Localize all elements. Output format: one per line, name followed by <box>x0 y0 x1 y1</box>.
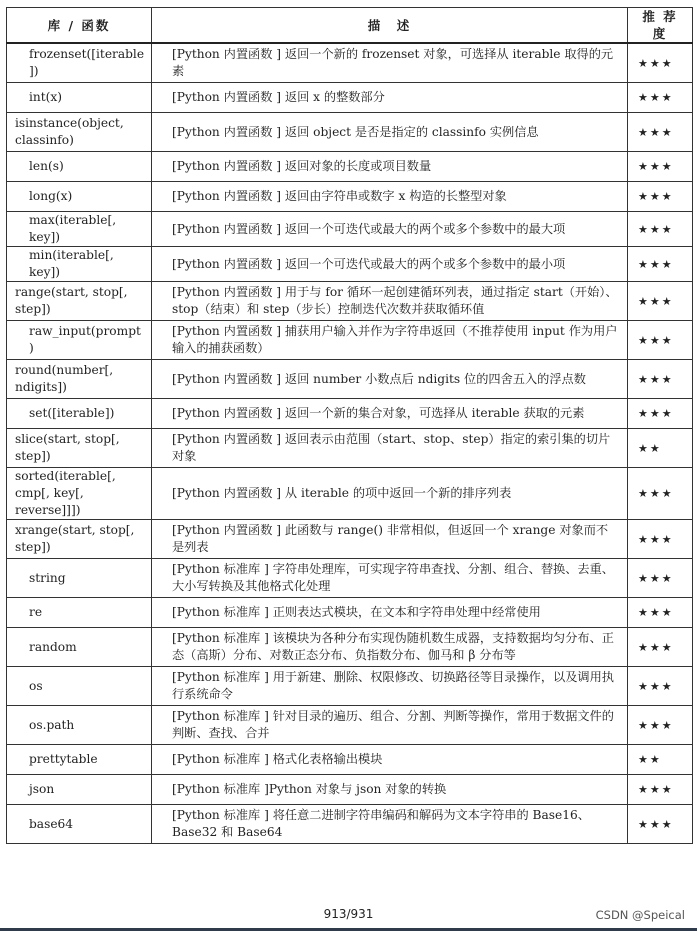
function-description: [Python 标准库 ] 正则表达式模块，在文本和字符串处理中经常使用 <box>152 598 628 628</box>
rating-stars: ★★ <box>628 745 693 775</box>
function-name: round(number[, ndigits]) <box>7 360 152 399</box>
function-name: prettytable <box>7 745 152 775</box>
function-description: [Python 内置函数 ] 返回 number 小数点后 ndigits 位的四舍五入的浮点数 <box>152 360 628 399</box>
function-description: [Python 标准库 ] 该模块为各种分布实现伪随机数生成器，支持数据均匀分布、正态（高斯）分布、对数正态分布、负指数分布、伽马和 β 分布等 <box>152 628 628 667</box>
function-name: range(start, stop[, step]) <box>7 282 152 321</box>
rating-stars: ★★★ <box>628 83 693 113</box>
function-description: [Python 内置函数 ] 返回 object 是否是指定的 classinfo 实例信息 <box>152 113 628 152</box>
table-row <box>7 360 693 399</box>
rating-stars: ★★★ <box>628 775 693 805</box>
rating-stars: ★★★ <box>628 321 693 360</box>
function-description: [Python 内置函数 ] 捕获用户输入并作为字符串返回（不推荐使用 input 作为用户输入的捕获函数） <box>152 321 628 360</box>
table-row <box>7 706 693 745</box>
rating-stars: ★★★ <box>628 43 693 83</box>
function-description: [Python 标准库 ] 针对目录的遍历、组合、分割、判断等操作，常用于数据文件的判断、查找、合并 <box>152 706 628 745</box>
rating-stars: ★★★ <box>628 559 693 598</box>
table-row <box>7 520 693 559</box>
table-row <box>7 628 693 667</box>
rating-stars: ★★★ <box>628 152 693 182</box>
table-row <box>7 667 693 706</box>
table-row <box>7 775 693 805</box>
function-name: slice(start, stop[, step]) <box>7 429 152 468</box>
table-row <box>7 399 693 429</box>
function-description: [Python 标准库 ] 格式化表格输出模块 <box>152 745 628 775</box>
page-number: 913/931 <box>323 907 374 921</box>
rating-stars: ★★★ <box>628 468 693 520</box>
function-description: [Python 标准库 ] 将任意二进制字符串编码和解码为文本字符串的 Base16、Base32 和 Base64 <box>152 805 628 844</box>
table-row <box>7 83 693 113</box>
function-name: random <box>7 628 152 667</box>
function-name: sorted(iterable[, cmp[, key[, reverse]]]) <box>7 468 152 520</box>
function-description: [Python 内置函数 ] 返回对象的长度或项目数量 <box>152 152 628 182</box>
table-row <box>7 805 693 844</box>
function-name: raw_input(prompt) <box>7 321 152 360</box>
table-row <box>7 43 693 83</box>
function-name: long(x) <box>7 182 152 212</box>
table-row <box>7 429 693 468</box>
table-row <box>7 321 693 360</box>
function-description: [Python 内置函数 ] 从 iterable 的项中返回一个新的排序列表 <box>152 468 628 520</box>
rating-stars: ★★★ <box>628 399 693 429</box>
function-name: set([iterable]) <box>7 399 152 429</box>
table-row <box>7 282 693 321</box>
rating-stars: ★★★ <box>628 667 693 706</box>
function-name: int(x) <box>7 83 152 113</box>
table-row <box>7 182 693 212</box>
rating-stars: ★★★ <box>628 282 693 321</box>
rating-stars: ★★★ <box>628 598 693 628</box>
header-rating: 推 荐 度 <box>628 8 693 44</box>
table-row <box>7 745 693 775</box>
rating-stars: ★★★ <box>628 113 693 152</box>
function-name: string <box>7 559 152 598</box>
rating-stars: ★★★ <box>628 628 693 667</box>
function-name: isinstance(object, classinfo) <box>7 113 152 152</box>
table-row <box>7 247 693 282</box>
function-description: [Python 内置函数 ] 用于与 for 循环一起创建循环列表，通过指定 start（开始）、stop（结束）和 step（步长）控制迭代次数并获取循环值 <box>152 282 628 321</box>
rating-stars: ★★★ <box>628 805 693 844</box>
function-name: json <box>7 775 152 805</box>
function-description: [Python 内置函数 ] 返回 x 的整数部分 <box>152 83 628 113</box>
function-description: [Python 内置函数 ] 返回一个新的集合对象，可选择从 iterable 获取的元素 <box>152 399 628 429</box>
table-header-row <box>7 8 693 44</box>
table-row <box>7 598 693 628</box>
function-description: [Python 内置函数 ] 返回一个新的 frozenset 对象，可选择从 iterable 取得的元素 <box>152 43 628 83</box>
table-row <box>7 468 693 520</box>
function-description: [Python 标准库 ] 用于新建、删除、权限修改、切换路径等目录操作，以及调用执行系统命令 <box>152 667 628 706</box>
rating-stars: ★★ <box>628 429 693 468</box>
rating-stars: ★★★ <box>628 706 693 745</box>
function-description: [Python 标准库 ] 字符串处理库，可实现字符串查找、分割、组合、替换、去重、大小写转换及其他格式化处理 <box>152 559 628 598</box>
rating-stars: ★★★ <box>628 182 693 212</box>
function-name: xrange(start, stop[, step]) <box>7 520 152 559</box>
function-name: base64 <box>7 805 152 844</box>
function-description: [Python 内置函数 ] 返回一个可迭代或最大的两个或多个参数中的最大项 <box>152 212 628 247</box>
table-row <box>7 113 693 152</box>
rating-stars: ★★★ <box>628 360 693 399</box>
function-name: os.path <box>7 706 152 745</box>
table-row <box>7 152 693 182</box>
function-description: [Python 标准库 ]Python 对象与 json 对象的转换 <box>152 775 628 805</box>
rating-stars: ★★★ <box>628 247 693 282</box>
rating-stars: ★★★ <box>628 212 693 247</box>
function-description: [Python 内置函数 ] 返回由字符串或数字 x 构造的长整型对象 <box>152 182 628 212</box>
header-description: 描 述 <box>152 8 628 44</box>
function-description: [Python 内置函数 ] 返回表示由范围（start、stop、step）指定的索引集的切片对象 <box>152 429 628 468</box>
table-row <box>7 559 693 598</box>
function-description: [Python 内置函数 ] 此函数与 range() 非常相似，但返回一个 xrange 对象而不是列表 <box>152 520 628 559</box>
function-name: frozenset([iterable]) <box>7 43 152 83</box>
function-name: os <box>7 667 152 706</box>
function-name: max(iterable[, key]) <box>7 212 152 247</box>
header-name: 库 / 函数 <box>7 8 152 44</box>
function-name: len(s) <box>7 152 152 182</box>
reference-table <box>6 7 693 844</box>
function-description: [Python 内置函数 ] 返回一个可迭代或最大的两个或多个参数中的最小项 <box>152 247 628 282</box>
function-name: min(iterable[, key]) <box>7 247 152 282</box>
rating-stars: ★★★ <box>628 520 693 559</box>
table-row <box>7 212 693 247</box>
watermark: CSDN @Speical <box>595 908 685 922</box>
function-name: re <box>7 598 152 628</box>
